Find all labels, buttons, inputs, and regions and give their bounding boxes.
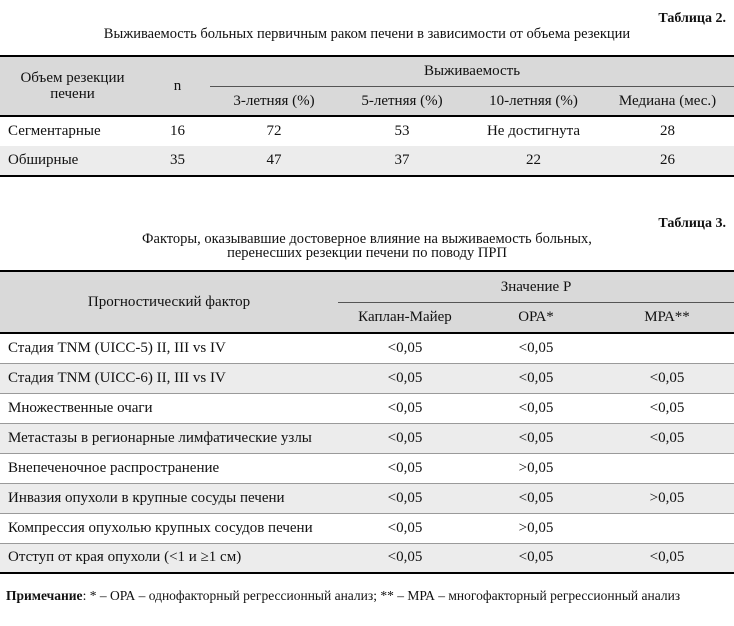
- table3-cell-opa: >0,05: [472, 513, 600, 543]
- table-row: [0, 423, 734, 453]
- table2-cell-5y: 53: [338, 116, 466, 146]
- table2-cell-median: 28: [601, 116, 734, 146]
- note-label: Примечание: [6, 588, 83, 603]
- table-row: [0, 146, 734, 176]
- table3: [0, 270, 734, 574]
- table2: [0, 55, 734, 177]
- table-row: [0, 333, 734, 363]
- table3-cell-km: <0,05: [338, 393, 472, 423]
- table3-cell-mpa: [600, 513, 734, 543]
- note-text: : * – ОРА – однофакторный регрессионный анализ; ** – МРА – многофакторный регрессионный анализ: [82, 588, 681, 603]
- table3-cell-mpa: <0,05: [600, 393, 734, 423]
- table2-header-survival: Выживаемость: [423, 63, 521, 79]
- table2-cell-10y: Не достигнута: [466, 116, 601, 146]
- table2-header-3y: 3-летняя (%): [210, 87, 338, 117]
- table3-header-opa: ОРА*: [472, 303, 600, 334]
- table-row: [0, 513, 734, 543]
- table3-title-line2: перенесших резекции печени по поводу ПРП: [227, 245, 507, 261]
- table3-cell-km: <0,05: [338, 453, 472, 483]
- table2-header-5y: 5-летняя (%): [338, 87, 466, 117]
- table3-label: Таблица 3.: [658, 216, 726, 231]
- table2-title: Выживаемость больных первичным раком печени в зависимости от объема резекции: [103, 26, 631, 42]
- table3-cell-factor: Внепеченочное распространение: [0, 453, 338, 483]
- table2-cell-5y: 37: [338, 146, 466, 176]
- table2-cell-10y: 22: [466, 146, 601, 176]
- table3-cell-km: <0,05: [338, 423, 472, 453]
- table2-header-median: Медиана (мес.): [601, 87, 734, 117]
- table3-cell-mpa: <0,05: [600, 363, 734, 393]
- table3-cell-opa: <0,05: [472, 363, 600, 393]
- table3-header-mpa: МРА**: [600, 303, 734, 334]
- table3-cell-factor: Стадия TNM (UICC-6) II, III vs IV: [0, 363, 338, 393]
- table3-title-line1: Факторы, оказывавшие достоверное влияние на выживаемость больных,: [142, 231, 592, 247]
- table3-cell-opa: <0,05: [472, 333, 600, 363]
- table3-header-km: Каплан-Майер: [338, 303, 472, 334]
- table2-header-10y: 10-летняя (%): [466, 87, 601, 117]
- table2-header-n: n: [173, 77, 182, 94]
- table3-cell-mpa: <0,05: [600, 543, 734, 573]
- table3-cell-opa: <0,05: [472, 483, 600, 513]
- table3-cell-km: <0,05: [338, 543, 472, 573]
- table2-cell-name: Сегментарные: [0, 116, 145, 146]
- table3-cell-mpa: [600, 453, 734, 483]
- table3-cell-opa: <0,05: [472, 423, 600, 453]
- table-row: [0, 483, 734, 513]
- table3-cell-opa: >0,05: [472, 453, 600, 483]
- table-row: [0, 453, 734, 483]
- table3-cell-factor: Отступ от края опухоли (<1 и ≥1 см): [0, 543, 338, 573]
- table-row: [0, 543, 734, 573]
- table3-cell-km: <0,05: [338, 513, 472, 543]
- table3-cell-factor: Стадия TNM (UICC-5) II, III vs IV: [0, 333, 338, 363]
- table2-cell-name: Обширные: [0, 146, 145, 176]
- table-row: [0, 116, 734, 146]
- table2-cell-3y: 72: [210, 116, 338, 146]
- table2-cell-3y: 47: [210, 146, 338, 176]
- table-row: [0, 393, 734, 423]
- table3-cell-km: <0,05: [338, 333, 472, 363]
- table2-cell-n: 35: [145, 146, 210, 176]
- table3-cell-factor: Компрессия опухолью крупных сосудов печени: [0, 513, 338, 543]
- table3-header-pvalue: Значение P: [500, 278, 572, 295]
- table3-cell-factor: Инвазия опухоли в крупные сосуды печени: [0, 483, 338, 513]
- table3-cell-km: <0,05: [338, 363, 472, 393]
- table3-cell-factor: Метастазы в регионарные лимфатические узлы: [0, 423, 338, 453]
- table3-cell-km: <0,05: [338, 483, 472, 513]
- table2-header-volume: Объем резекции печени: [20, 70, 125, 102]
- table2-cell-median: 26: [601, 146, 734, 176]
- table2-cell-n: 16: [145, 116, 210, 146]
- table3-cell-opa: <0,05: [472, 543, 600, 573]
- table2-label: Таблица 2.: [658, 11, 726, 26]
- table3-cell-factor: Множественные очаги: [0, 393, 338, 423]
- table3-cell-mpa: >0,05: [600, 483, 734, 513]
- table3-cell-mpa: <0,05: [600, 423, 734, 453]
- table-row: [0, 363, 734, 393]
- table3-header-factor: Прогностический фактор: [87, 293, 251, 310]
- table3-cell-opa: <0,05: [472, 393, 600, 423]
- table-note: [6, 589, 728, 602]
- table3-cell-mpa: [600, 333, 734, 363]
